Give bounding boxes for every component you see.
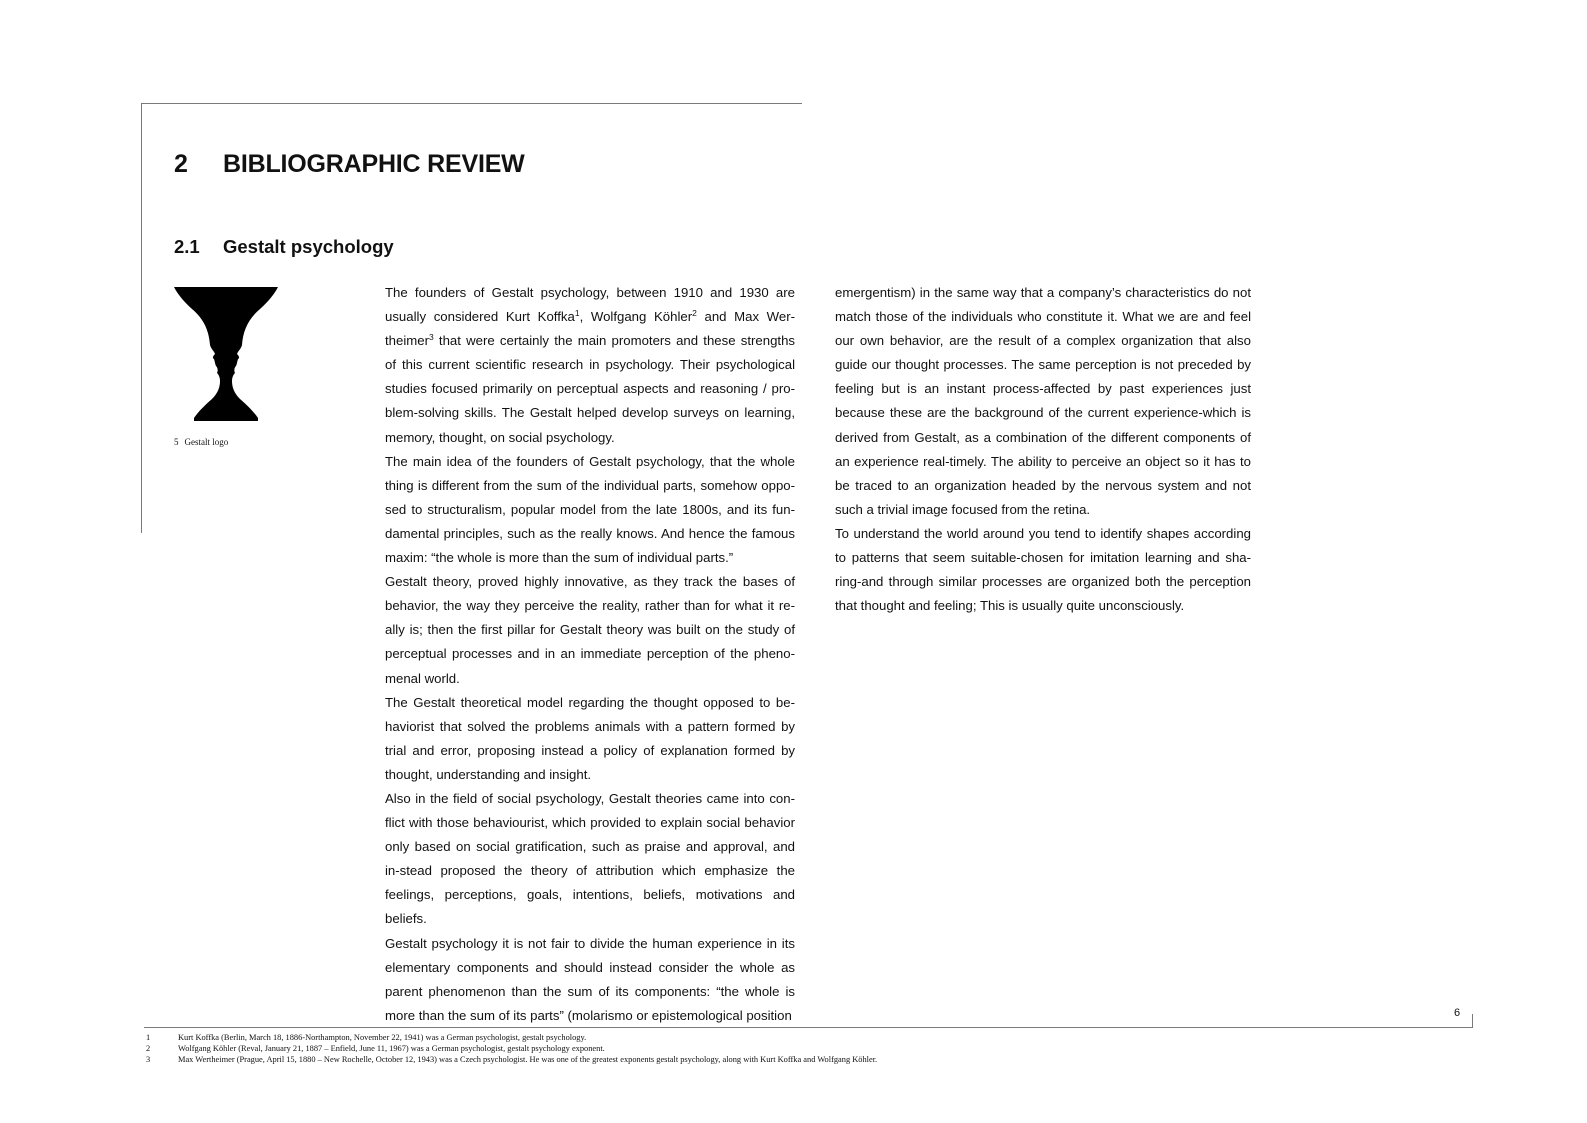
paragraph-text: The Gestalt theoretical model regarding the thought opposed to be-haviorist that solved the problems animals with a pattern formed by trial and error, proposing instead a policy of explanation formed by thought, understanding and insight.: [385, 694, 795, 782]
page-number: 6: [1454, 1007, 1461, 1019]
rubin-vase-icon: [174, 287, 278, 423]
chapter-heading: [174, 150, 525, 179]
paragraph: [385, 691, 795, 787]
body-column-2: [835, 281, 1251, 618]
footnote-ref[interactable]: 3: [428, 332, 434, 343]
section-heading: [174, 236, 394, 258]
paragraph: [385, 281, 795, 450]
paragraph: To understand the world around you tend to identify shapes according to patterns that seem suitable-chosen for imitation learning and sha-ring-and through similar processes are organized both the perception that thought and feeling; This is usually quite unconsciously.: [835, 525, 1251, 614]
footnote-number: 1: [146, 1033, 151, 1042]
chapter-title: BIBLIOGRAPHIC REVIEW: [223, 150, 525, 178]
footnote: [146, 1043, 877, 1054]
footnote-text: Kurt Koffka (Berlin, March 18, 1886-Northampton, November 22, 1941) was a German psychologist, gestalt psychology.: [178, 1033, 587, 1042]
chapter-number: 2: [174, 150, 188, 178]
paragraph-text: that were certainly the main promoters and these strengths of this current scientific research in psychology. Their psychological studies focused primarily on perceptual aspects and reasoning / pro-blem-solving skills. The Gestalt helped develop surveys on learning, memory, thought, on social psychology.: [385, 333, 795, 445]
footnote: [146, 1032, 877, 1043]
paragraph-text: , Wolfgang Köhler: [579, 309, 693, 325]
footnote-text: Wolfgang Köhler (Reval, January 21, 1887 – Enfield, June 11, 1967) was a German psychologist, gestalt psychology exponent.: [178, 1044, 605, 1053]
footnotes: [146, 1032, 877, 1065]
footnote-ref[interactable]: 1: [574, 308, 580, 319]
paragraph: [385, 450, 795, 570]
paragraph: emergentism) in the same way that a company’s characteristics do not match those of the individuals who constitute it. What we are and feel our own behavior, are the result of a complex organization that also guide our thought processes. The same perception is not preceded by feeling but is an instant process-affected by past experiences just because these are the background of the current experience-which is derived from Gestalt, as a combination of the different components of an experience real-timely. The ability to perceive an object so it has to be traced to an organization headed by the nervous system and not such a trivial image focused from the retina.: [835, 285, 1251, 517]
paragraph-text: Gestalt psychology it is not fair to divide the human experience in its elementary components and should instead consider the whole as parent phenomenon than the sum of its components: “the whole is more than the sum of its parts” (molarismo or epistemological position: [385, 935, 795, 1023]
frame-left-rule: [141, 103, 142, 533]
section-title: Gestalt psychology: [223, 236, 394, 257]
paragraph-text: Gestalt theory, proved highly innovative, as they track the bases of behavior, the way they perceive the reality, rather than for what it re-ally is; then the first pillar for Gestalt theory was built on the study of perceptual processes and in an immediate perception of the pheno-menal world.: [385, 574, 795, 686]
footnote-ref[interactable]: 2: [692, 308, 697, 319]
section-number: 2.1: [174, 236, 200, 257]
footnote: [146, 1054, 877, 1065]
paragraph-text: Also in the field of social psychology, Gestalt theories came into con-flict with those behaviourist, which provided to explain social behavior only based on social gratification, such as praise and approval, and in-stead proposed the theory of attribution which emphasize the feelings, perceptions, goals, intentions, beliefs, motivations and beliefs.: [385, 790, 795, 927]
figure-caption: [174, 437, 228, 447]
footnote-text: Max Wertheimer (Prague, April 15, 1880 – New Rochelle, October 12, 1943) was a Czech psychologist. He was one of the greatest exponents gestalt psychology, along with Kurt Koffka and Wolfgang Köhler.: [178, 1055, 878, 1064]
paragraph-text: The founders of Gestalt psychology, between 1910 and 1930 are usually considered Kurt Koffka: [385, 285, 795, 325]
caption-number: 5: [174, 437, 179, 447]
paragraph: [385, 787, 795, 932]
footnote-number: 2: [146, 1044, 151, 1053]
paragraph-text: The main idea of the founders of Gestalt psychology, that the whole thing is different from the sum of the individual parts, somehow oppo-sed to structuralism, popular model from the late 1800s, and its fun-damental principles, such as the really knows. And hence the famous maxim: “the whole is more than the sum of individual parts.”: [385, 453, 795, 566]
page-corner-mark: [1472, 1014, 1473, 1027]
caption-text: Gestalt logo: [184, 437, 229, 447]
body-column-1: [385, 281, 795, 1028]
paragraph: [385, 932, 795, 1028]
paragraph: [385, 570, 795, 690]
footer-rule: [144, 1027, 1473, 1028]
frame-top-rule: [141, 103, 802, 104]
paragraph-text: and Max Wer-theimer: [385, 309, 796, 349]
footnote-number: 3: [146, 1055, 151, 1064]
